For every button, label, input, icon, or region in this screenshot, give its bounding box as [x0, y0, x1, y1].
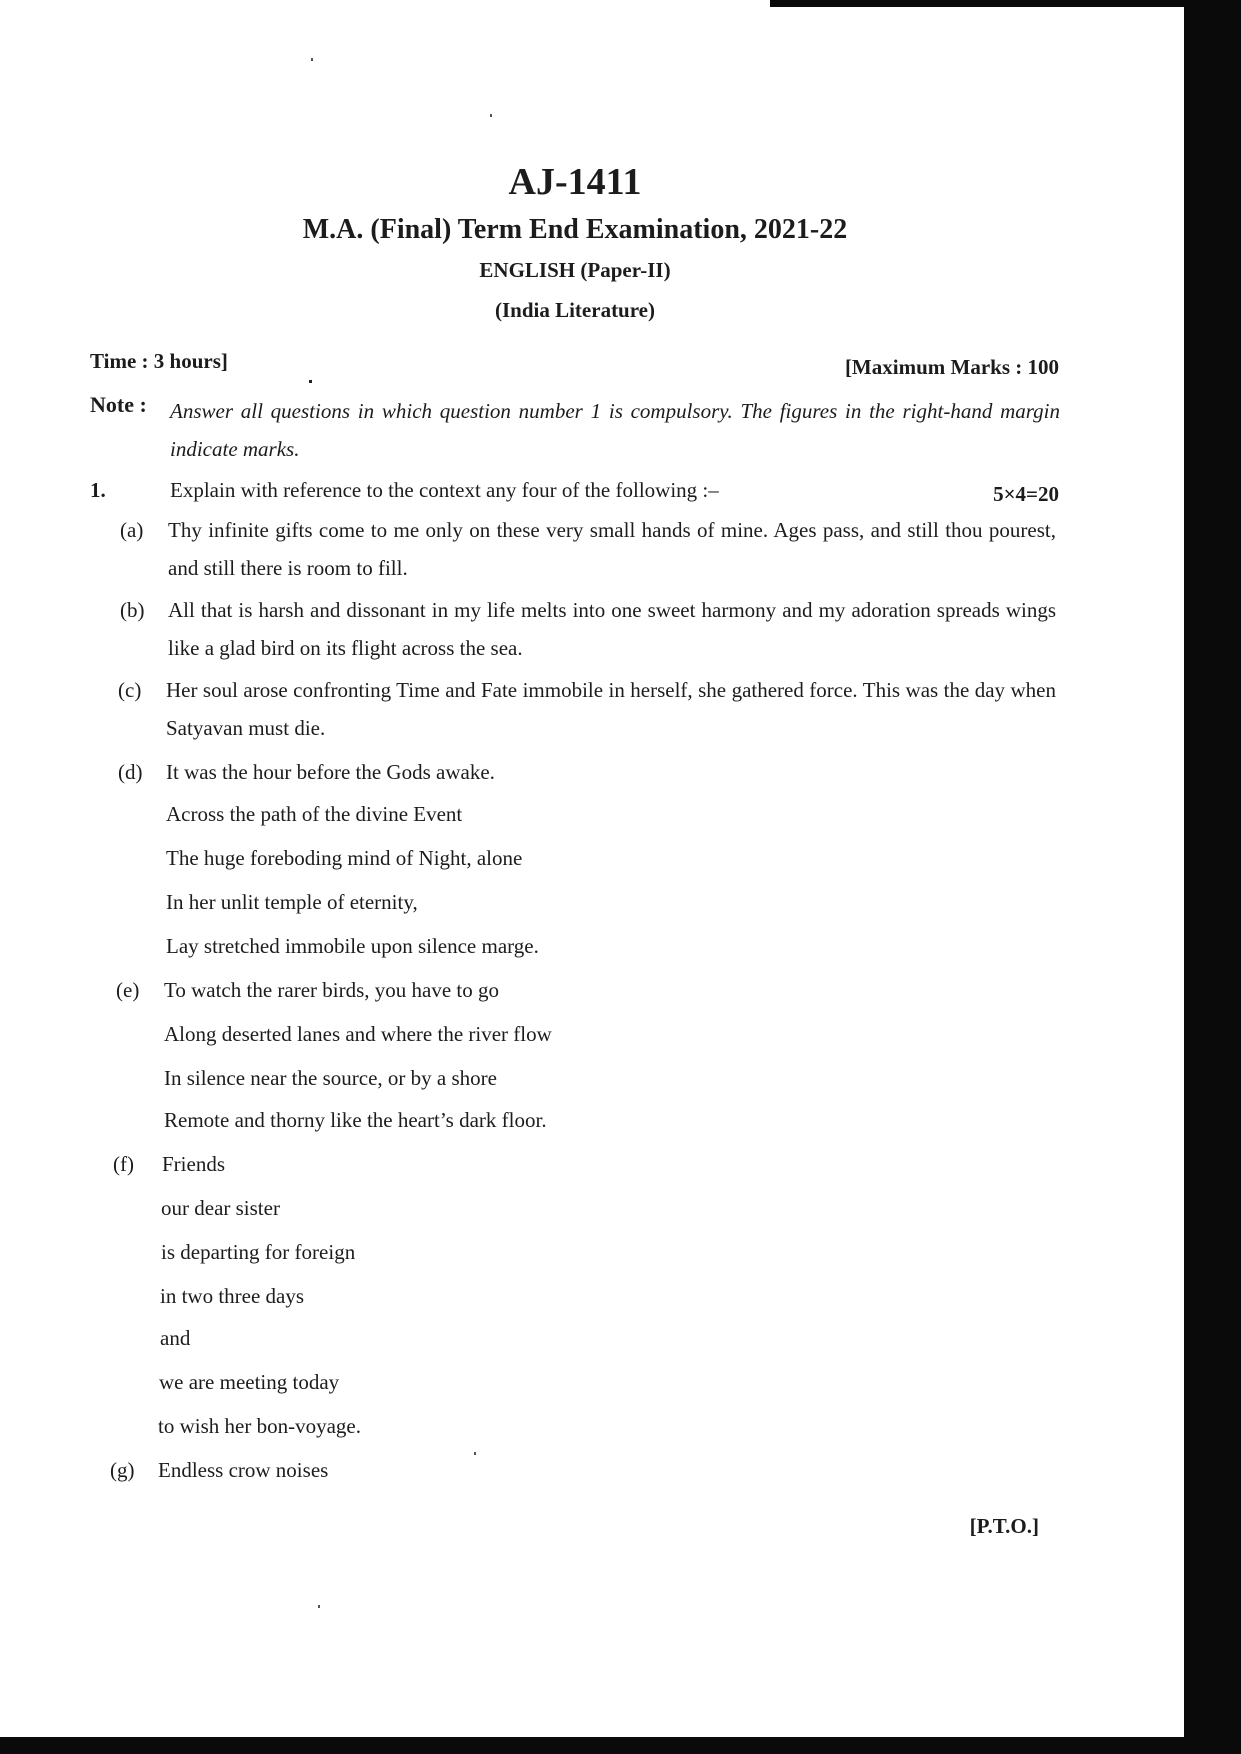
option-a-text: Thy infinite gifts come to me only on these very small hands of mine. Ages pass, and still thou pourest, and still there is room to fill.	[168, 518, 1056, 580]
scan-speck	[318, 1605, 320, 1608]
option-d-line: It was the hour before the Gods awake.	[166, 760, 495, 784]
option-f-line: we are meeting today	[159, 1370, 340, 1394]
option-f-line: to wish her bon-voyage.	[158, 1414, 361, 1438]
subject-name: (India Literature)	[494, 298, 655, 322]
option-d-line: Across the path of the divine Event	[166, 802, 463, 826]
option-f-line: Friends	[162, 1152, 225, 1176]
paper-code: AJ-1411	[508, 161, 642, 203]
option-d-label: (d)	[118, 760, 143, 784]
question-marks: 5×4=20	[993, 482, 1059, 506]
note-label: Note :	[90, 392, 147, 417]
option-a-label: (a)	[120, 518, 144, 542]
exam-title: M.A. (Final) Term End Examination, 2021-22	[302, 214, 848, 245]
option-g-line: Endless crow noises	[158, 1458, 329, 1482]
scan-border-bottom	[0, 1737, 1241, 1754]
note-text: Answer all questions in which question number 1 is compulsory. The figures in the right-hand margin indicate marks.	[170, 399, 1060, 461]
option-f-line: and	[160, 1326, 191, 1350]
option-g-label: (g)	[110, 1458, 135, 1482]
option-e-label: (e)	[116, 978, 140, 1002]
question-number: 1.	[90, 478, 106, 502]
scan-speck	[311, 58, 313, 61]
paper-name: ENGLISH (Paper-II)	[479, 258, 671, 282]
option-d-line: In her unlit temple of eternity,	[166, 890, 418, 914]
option-f-line: in two three days	[160, 1284, 305, 1308]
option-b-text: All that is harsh and dissonant in my life melts into one sweet harmony and my adoration spreads wings like a glad bird on its flight across the sea.	[168, 598, 1056, 660]
option-c-text: Her soul arose confronting Time and Fate immobile in herself, she gathered force. This was the day when Satyavan must die.	[166, 678, 1056, 740]
option-f-line: is departing for foreign	[161, 1240, 356, 1264]
option-e-line: Remote and thorny like the heart’s dark floor.	[164, 1108, 547, 1132]
option-f-label: (f)	[113, 1152, 134, 1176]
scan-speck	[490, 114, 492, 117]
scan-border-top	[770, 0, 1184, 7]
scan-speck	[474, 1452, 476, 1455]
option-d-line: The huge foreboding mind of Night, alone	[166, 846, 523, 870]
scan-speck	[309, 380, 312, 383]
time-allowed: Time : 3 hours]	[90, 349, 228, 373]
option-f-line: our dear sister	[161, 1196, 280, 1220]
maximum-marks: [Maximum Marks : 100	[844, 355, 1059, 379]
option-e-line: To watch the rarer birds, you have to go	[164, 978, 500, 1002]
question-text: Explain with reference to the context any four of the following :–	[170, 478, 719, 502]
option-e-line: Along deserted lanes and where the river flow	[164, 1022, 552, 1046]
option-b-label: (b)	[120, 598, 145, 622]
scan-border-right	[1184, 0, 1241, 1754]
pto-marker: [P.T.O.]	[969, 1514, 1039, 1538]
option-c-label: (c)	[118, 678, 142, 702]
option-e-line: In silence near the source, or by a shore	[164, 1066, 497, 1090]
option-d-line: Lay stretched immobile upon silence marge.	[166, 934, 539, 958]
